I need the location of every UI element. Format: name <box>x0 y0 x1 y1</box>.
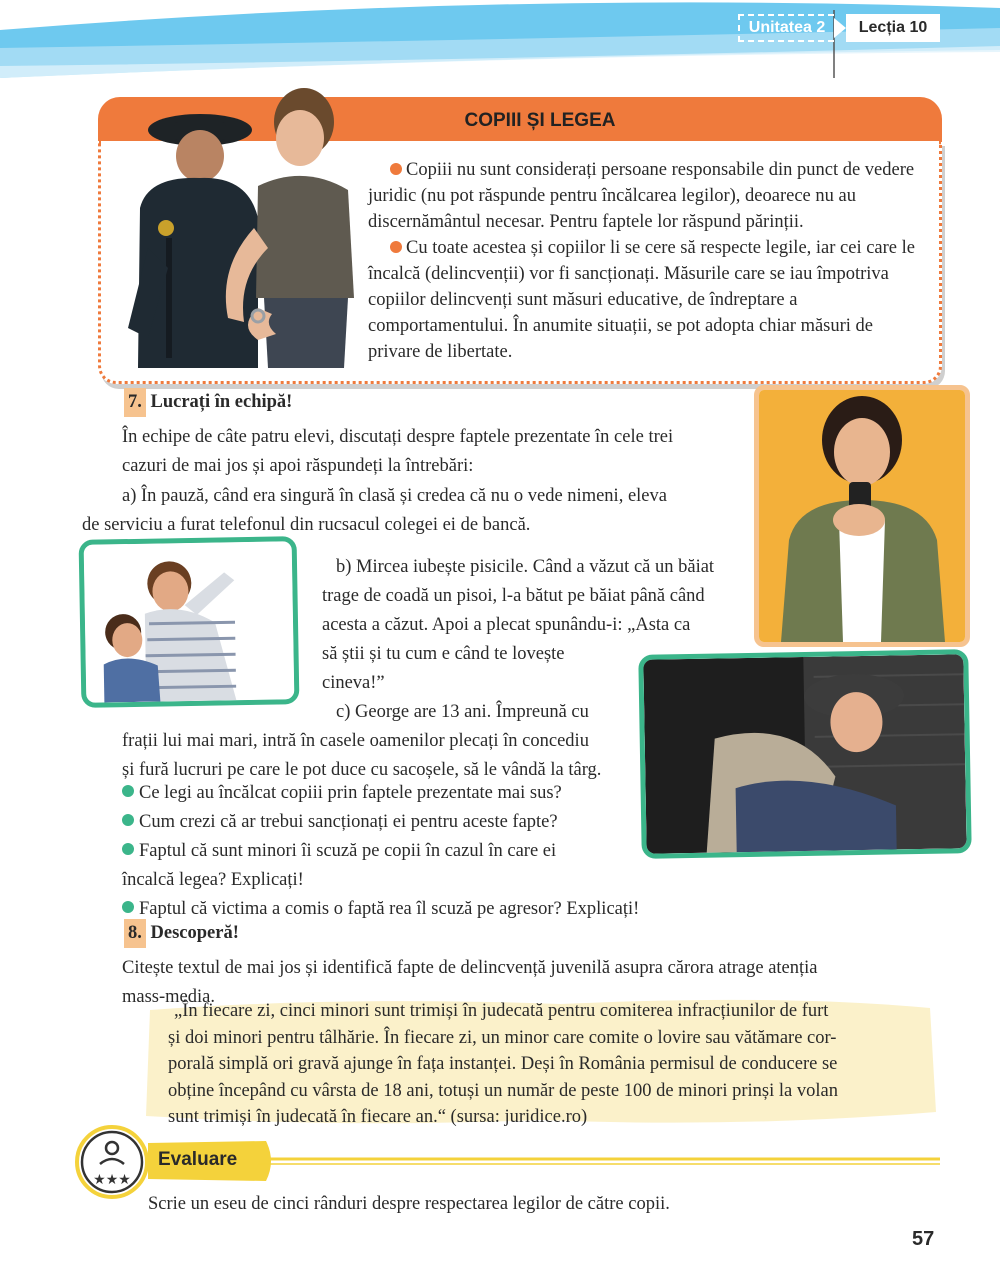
bullet-icon <box>122 901 134 913</box>
case-b-text: b) Mircea iubește pisicile. Când a văzut că un băiat trage de coadă un pisoi, l-a bătut pe băiat până când acesta a căzut. Apoi a plecat spunându-i: „Asta ca să știi și tu cum e când te lovește cineva!” <box>322 557 715 693</box>
lesson-label: Lecția 10 <box>846 14 940 42</box>
fighting-boys-photo <box>79 536 300 708</box>
question-item-cont: încalcă legea? Explicați! <box>122 870 304 890</box>
case-c-text: c) George are 13 ani. Împreună cu <box>336 702 589 722</box>
girl-with-phone-photo <box>754 385 970 647</box>
exercise-7-intro: În echipe de câte patru elevi, discutați despre faptele prezentate în cele trei cazuri de mai jos și apoi răspundeți la întrebări: <box>122 427 674 476</box>
exercise-7-questions <box>122 779 732 924</box>
question-item: Ce legi au încălcat copiii prin faptele prezentate mai sus? <box>122 779 732 808</box>
fighting-boys-image <box>84 541 295 703</box>
exercise-8-heading <box>124 919 239 948</box>
question-item: Faptul că sunt minori îi scuză pe copii în cazul în care ei <box>122 837 732 866</box>
exercise-title: Lucrați în echipă! <box>150 392 293 412</box>
police-officer-with-boy-photo <box>108 78 363 368</box>
svg-text:★★★: ★★★ <box>93 1172 131 1188</box>
exercise-8-intro: Citește textul de mai jos și identifică fapte de delincvență juvenilă asupra cărora atrage atenția mass-media. <box>122 958 818 1007</box>
case-c-text-cont: frații lui mai mari, intră în casele oamenilor plecați în concediu și fură lucruri pe care le pot duce cu sacoșele, să le vândă la târg. <box>122 731 602 780</box>
quote-text: „În fiecare zi, cinci minori sunt trimiși în judecată pentru comiterea infracțiunilor de furt și doi minori pentru tâlhărie. În fiecare zi, un minor care comite o lovire sau vătămare cor- porală simplă ori gravă ajunge în fața instanței. Deși în România permisul de conducere se obține începând cu vârsta de 18 ani, totuși un număr de peste 100 de minori prinși la volan sunt trimiși în judecată în fiecare an.“ (sursa: juridice.ro) <box>168 1001 838 1127</box>
info-box-text <box>368 157 924 365</box>
evaluation-icon <box>74 1124 150 1200</box>
evaluation-label: Evaluare <box>158 1149 238 1170</box>
bullet-icon <box>122 785 134 797</box>
info-bullet-1: Copiii nu sunt considerați persoane responsabile din punct de vedere juridic (nu pot răspunde pentru încălcarea legilor), deoarece nu au discernământul necesar. Pentru faptele lor răspund părinții. <box>368 160 915 232</box>
exercise-number: 7. <box>124 388 146 417</box>
exercise-number: 8. <box>124 919 146 948</box>
case-a-text: a) În pauză, când era singură în clasă și credea că nu o vede nimeni, eleva de serviciu a furat telefonul din rucsacul colegei ei de bancă. <box>82 486 667 535</box>
bullet-icon <box>390 241 402 253</box>
girl-with-phone-image <box>759 390 965 642</box>
unit-label: Unitatea 2 <box>738 14 834 42</box>
question-item: Faptul că victima a comis o faptă rea îl scuză pe agresor? Explicați! <box>122 895 762 924</box>
exercise-title: Descoperă! <box>150 923 239 943</box>
question-item: Cum crezi că ar trebui sancționați ei pentru aceste fapte? <box>122 808 732 837</box>
bullet-icon <box>122 843 134 855</box>
info-box-title: COPIII ȘI LEGEA <box>464 110 616 131</box>
bullet-icon <box>122 814 134 826</box>
page-number: 57 <box>912 1228 935 1250</box>
bullet-icon <box>390 163 402 175</box>
exercise-7-heading <box>124 388 292 417</box>
info-bullet-2: Cu toate acestea și copiilor li se cere să respecte legile, iar cei care le încalcă (delincvenții) vor fi sancționați. Măsurile care se iau împotriva copiilor delincvenți sunt măsuri educative, de îndreptare a comportamentului. În anumite situații, se pot adopta chiar măsuri de privare de libertate. <box>368 238 915 362</box>
evaluation-text: Scrie un eseu de cinci rânduri despre respectarea legilor de către copii. <box>148 1194 670 1214</box>
